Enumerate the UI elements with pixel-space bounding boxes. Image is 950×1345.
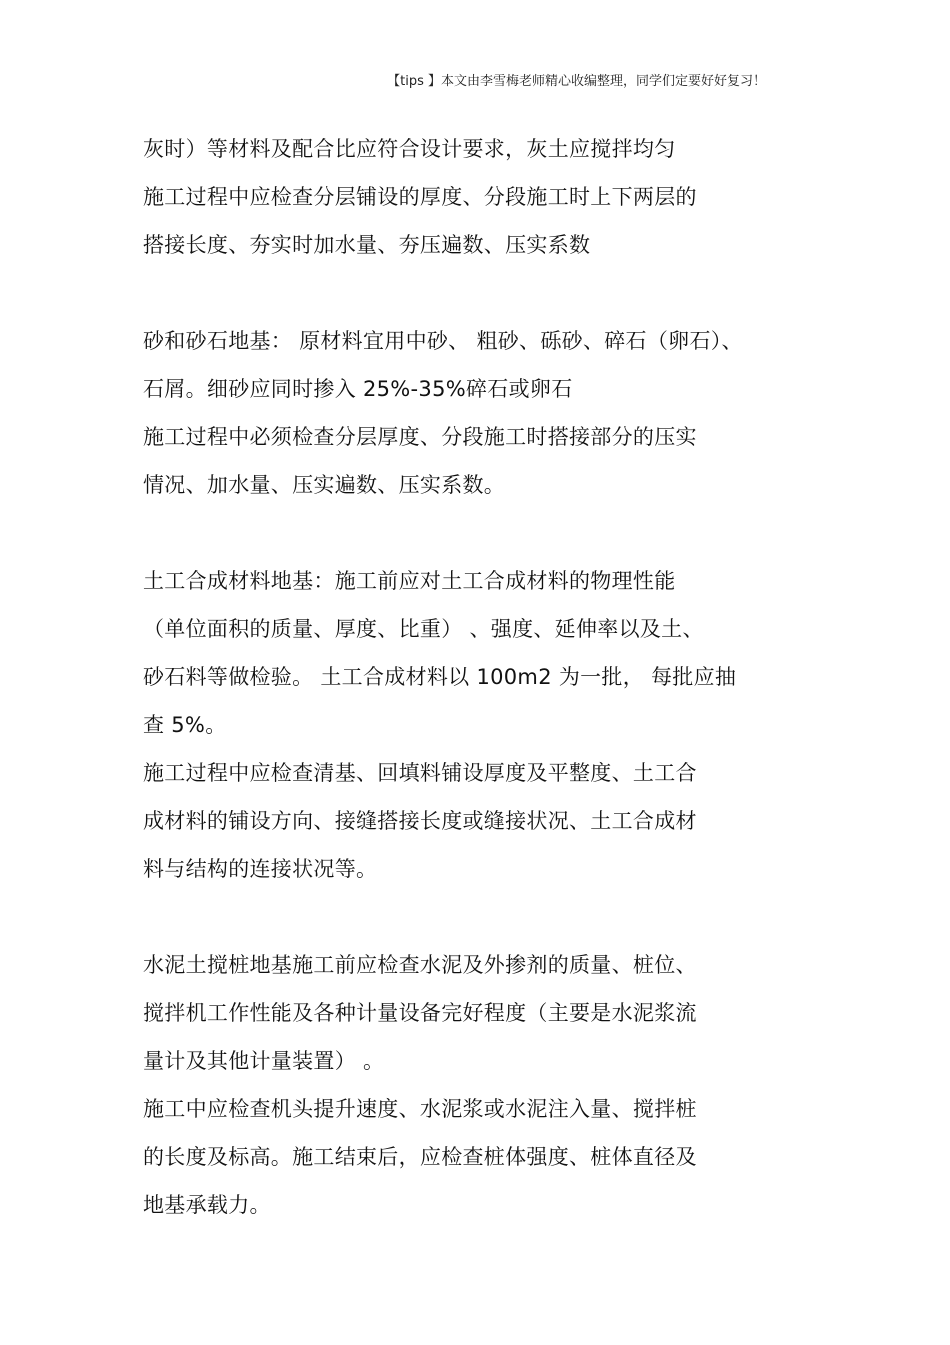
text-line: 查 5%。 — [143, 713, 227, 737]
text-line: 地基承载力。 — [143, 1193, 271, 1217]
text-line: 成材料的铺设方向、接缝搭接长度或缝接状况、土工合成材 — [143, 809, 697, 833]
text-line: 水泥土搅桩地基施工前应检查水泥及外掺剂的质量、桩位、 — [143, 953, 697, 977]
text-line: 的长度及标高。施工结束后，应检查桩体强度、桩体直径及 — [143, 1145, 697, 1169]
text-line: 施工中应检查机头提升速度、水泥浆或水泥注入量、搅拌桩 — [143, 1097, 697, 1121]
text-line: 搭接长度、夯实时加水量、夯压遍数、压实系数 — [143, 233, 591, 257]
text-line: 灰时）等材料及配合比应符合设计要求，灰土应搅拌均匀 — [143, 137, 676, 161]
text-line: 料与结构的连接状况等。 — [143, 857, 378, 881]
text-line: 施工过程中必须检查分层厚度、分段施工时搭接部分的压实 — [143, 425, 697, 449]
text-line: 施工过程中应检查分层铺设的厚度、分段施工时上下两层的 — [143, 185, 697, 209]
text-line: （单位面积的质量、厚度、比重） 、强度、延伸率以及土、 — [143, 617, 704, 641]
text-line: 情况、加水量、压实遍数、压实系数。 — [143, 473, 506, 497]
text-line: 土工合成材料地基：施工前应对土工合成材料的物理性能 — [143, 569, 676, 593]
header-note: 【tips 】本文由李雪梅老师精心收编整理，同学们定要好好复习！ — [387, 74, 766, 89]
text-line: 砂石料等做检验。 土工合成材料以 100m2 为一批， 每批应抽 — [143, 665, 737, 689]
text-line: 砂和砂石地基： 原材料宜用中砂、 粗砂、砾砂、碎石（卵石）、 — [143, 329, 743, 353]
text-line: 搅拌机工作性能及各种计量设备完好程度（主要是水泥浆流 — [143, 1001, 697, 1025]
text-line: 量计及其他计量装置） 。 — [143, 1049, 385, 1073]
text-line: 施工过程中应检查清基、回填料铺设厚度及平整度、土工合 — [143, 761, 697, 785]
text-line: 石屑。细砂应同时掺入 25%-35%碎石或卵石 — [143, 377, 573, 401]
